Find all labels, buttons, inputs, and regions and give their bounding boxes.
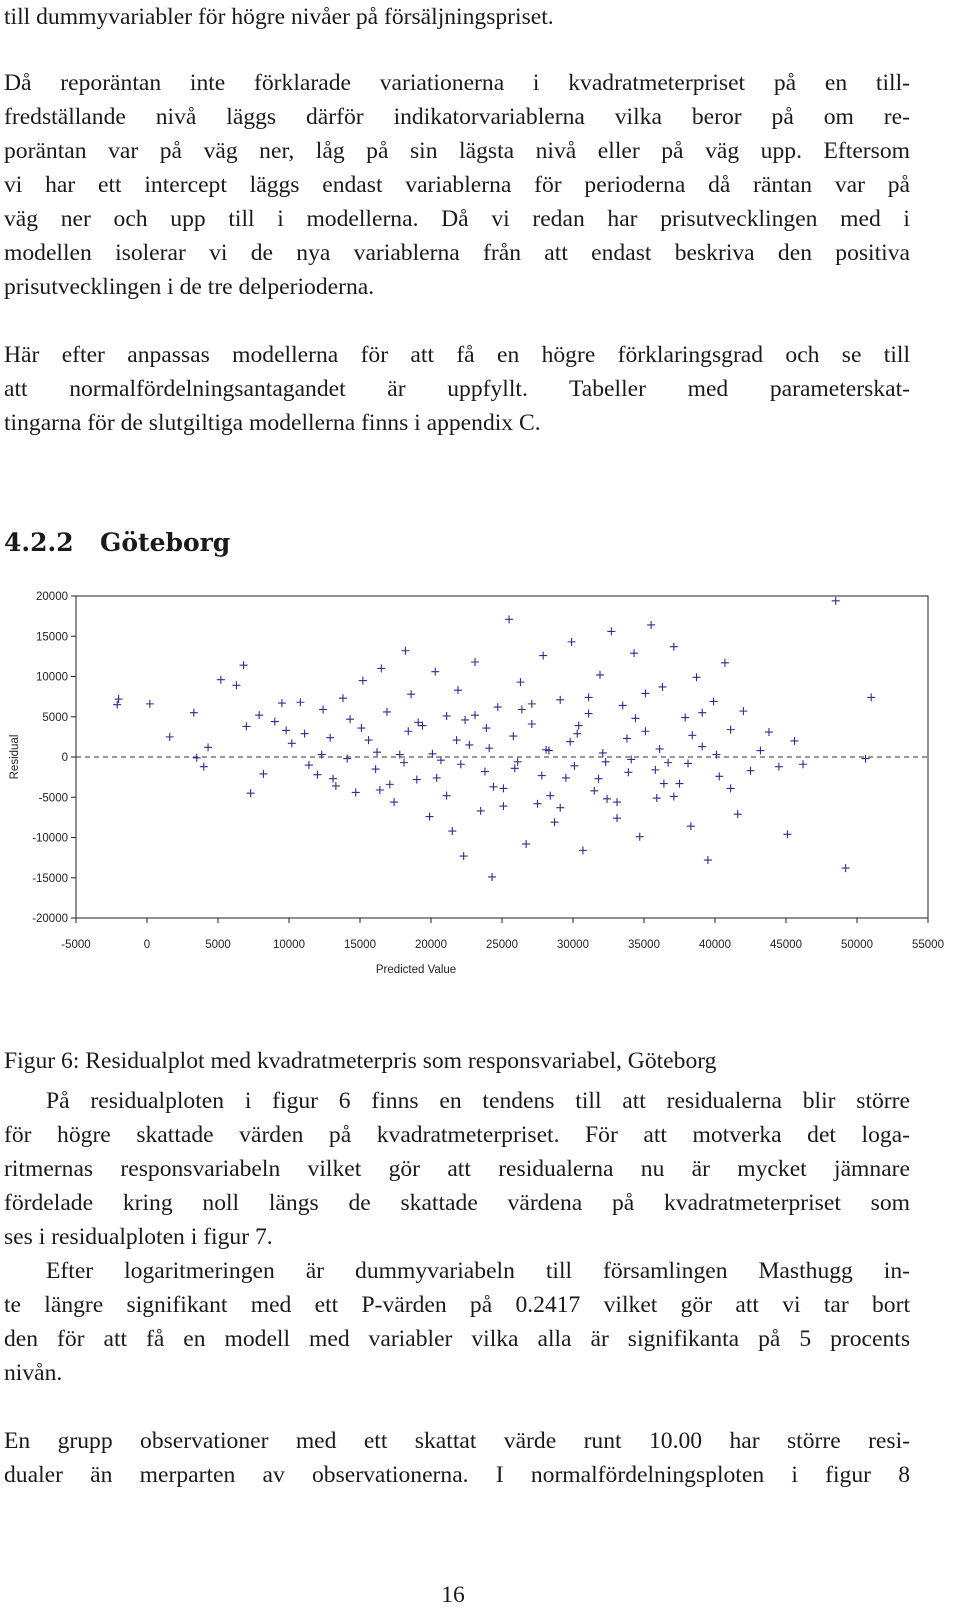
x-axis-label: Predicted Value [375, 964, 457, 976]
x-tick-label: 30000 [557, 939, 589, 951]
x-tick-label: 45000 [770, 939, 802, 951]
y-tick-label: -15000 [32, 872, 68, 885]
residual-scatter-plot [0, 585, 944, 985]
paragraph-2-line: att normalfördelningsantagandet är uppfyllt. Tabeller med parameterskat- [4, 376, 910, 402]
section-heading [4, 528, 230, 557]
y-tick-label: 0 [61, 752, 68, 764]
paragraph-1-line: väg ner och upp till i modellerna. Då vi redan har prisutvecklingen med i [4, 206, 910, 232]
y-tick-label: 10000 [36, 671, 68, 684]
paragraph-1-line: fredställande nivå läggs därför indikatorvariablerna vilka beror på om re- [4, 104, 910, 130]
paragraph-3-line: ritmernas responsvariabeln vilket gör att residualerna nu är mycket jämnare [4, 1156, 910, 1182]
paragraph-4-line: Efter logaritmeringen är dummyvariabeln till församlingen Masthugg in- [46, 1258, 910, 1284]
paragraph-1-line: Då reporäntan inte förklarade variationerna i kvadratmeterpriset på en till- [4, 70, 910, 96]
paragraph-3-line: På residualploten i figur 6 finns en tendens till att residualerna blir större [46, 1088, 910, 1114]
x-tick-label: 40000 [699, 939, 731, 951]
y-tick-label: -5000 [38, 792, 68, 805]
y-tick-label: 20000 [36, 591, 68, 603]
paragraph-3-line: fördelade kring noll längs de skattade värdena på kvadratmeterpriset som [4, 1190, 910, 1216]
figure-caption: Figur 6: Residualplot med kvadratmeterpris som responsvariabel, Göteborg [4, 1048, 717, 1074]
paragraph-1-line: vi har ett intercept läggs endast variablerna för perioderna då räntan var på [4, 172, 910, 198]
section-title: Göteborg [100, 528, 231, 557]
paragraph-5-line: En grupp observationer med ett skattat värde runt 10.00 har större resi- [4, 1428, 910, 1454]
x-tick-label: 0 [143, 939, 151, 951]
y-axis-label: Residual [9, 734, 21, 780]
paragraph-4-line: nivån. [4, 1360, 63, 1386]
paragraph-3-line: ses i residualploten i figur 7. [4, 1224, 273, 1250]
y-tick-label: -20000 [32, 913, 68, 925]
paragraph-1-line: modellen isolerar vi de nya variablerna från att endast beskriva den positiva [4, 240, 910, 266]
paragraph-2-line: Här efter anpassas modellerna för att få en högre förklaringsgrad och se till [4, 342, 910, 368]
x-tick-label: 55000 [912, 939, 944, 951]
text-line: till dummyvariabler för högre nivåer på försäljningspriset. [4, 4, 554, 30]
section-number: 4.2.2 [4, 528, 74, 557]
x-tick-label: 25000 [486, 939, 518, 951]
y-tick-label: 5000 [42, 711, 68, 724]
paragraph-4-line: te längre signifikant med ett P-värden på 0.2417 vilket gör att vi tar bort [4, 1292, 910, 1318]
x-tick-label: 15000 [344, 939, 376, 951]
x-tick-label: 35000 [628, 939, 660, 951]
y-tick-label: -10000 [32, 832, 68, 845]
paragraph-1-line: prisutvecklingen i de tre delperioderna. [4, 274, 375, 300]
paragraph-4-line: den för att få en modell med variabler vilka alla är signifikanta på 5 procents [4, 1326, 910, 1352]
x-tick-label: 20000 [415, 939, 447, 951]
paragraph-2-line: tingarna för de slutgiltiga modellerna finns i appendix C. [4, 410, 541, 436]
y-tick-label: 15000 [36, 631, 68, 644]
paragraph-5-line: dualer än merparten av observationerna. I normalfördelningsploten i figur 8 [4, 1462, 910, 1488]
paragraph-1-line: poräntan var på väg ner, låg på sin lägsta nivå eller på väg upp. Eftersom [4, 138, 910, 164]
x-tick-label: -5000 [61, 939, 91, 951]
page-number: 16 [441, 1582, 465, 1608]
paragraph-3-line: för högre skattade värden på kvadratmeterpriset. För att motverka det loga- [4, 1122, 910, 1148]
x-tick-label: 5000 [205, 939, 231, 951]
x-tick-label: 10000 [273, 939, 305, 951]
x-tick-label: 50000 [841, 939, 873, 951]
